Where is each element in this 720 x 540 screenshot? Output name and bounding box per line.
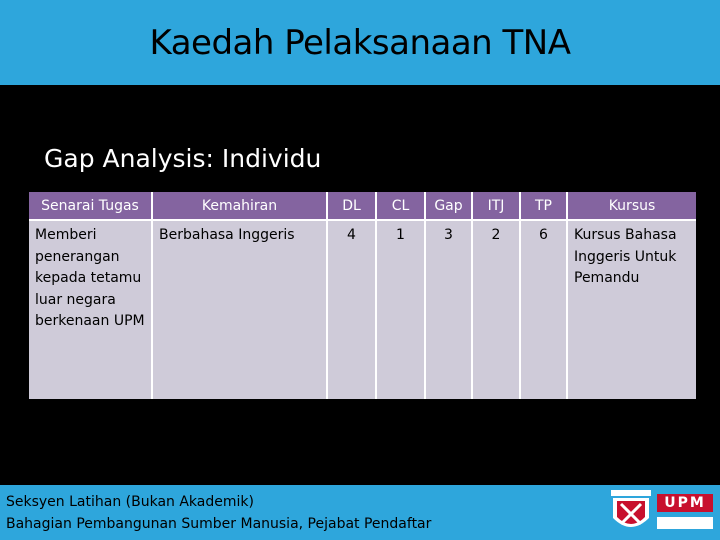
header-gap: Gap <box>425 192 472 220</box>
logo-text: UPM <box>657 494 713 512</box>
cell-kemahiran: Berbahasa Inggeris <box>152 220 327 399</box>
section-subtitle: Gap Analysis: Individu <box>44 144 322 173</box>
gap-analysis-table <box>29 192 696 399</box>
cell-gap: 3 <box>425 220 472 399</box>
cell-kursus: Kursus Bahasa Inggeris Untuk Pemandu <box>567 220 696 399</box>
page-title: Kaedah Pelaksanaan TNA <box>149 22 571 63</box>
logo-underline <box>657 517 713 529</box>
cell-dl: 4 <box>327 220 376 399</box>
cell-tp: 6 <box>520 220 567 399</box>
header-cl: CL <box>376 192 425 220</box>
header-kursus: Kursus <box>567 192 696 220</box>
header-dl: DL <box>327 192 376 220</box>
title-bar <box>0 0 720 85</box>
crest-icon <box>609 488 653 538</box>
cell-itj: 2 <box>472 220 520 399</box>
table-row <box>29 220 696 399</box>
header-senarai-tugas: Senarai Tugas <box>29 192 152 220</box>
upm-logo <box>609 488 717 538</box>
table-header-row <box>29 192 696 220</box>
footer-line-1: Seksyen Latihan (Bukan Akademik) <box>6 494 254 510</box>
header-itj: ITJ <box>472 192 520 220</box>
cell-senarai-tugas: Memberi penerangan kepada tetamu luar negara berkenaan UPM <box>29 220 152 399</box>
cell-cl: 1 <box>376 220 425 399</box>
footer-line-2: Bahagian Pembangunan Sumber Manusia, Pejabat Pendaftar <box>6 516 432 532</box>
header-tp: TP <box>520 192 567 220</box>
footer-text <box>6 491 431 535</box>
header-kemahiran: Kemahiran <box>152 192 327 220</box>
